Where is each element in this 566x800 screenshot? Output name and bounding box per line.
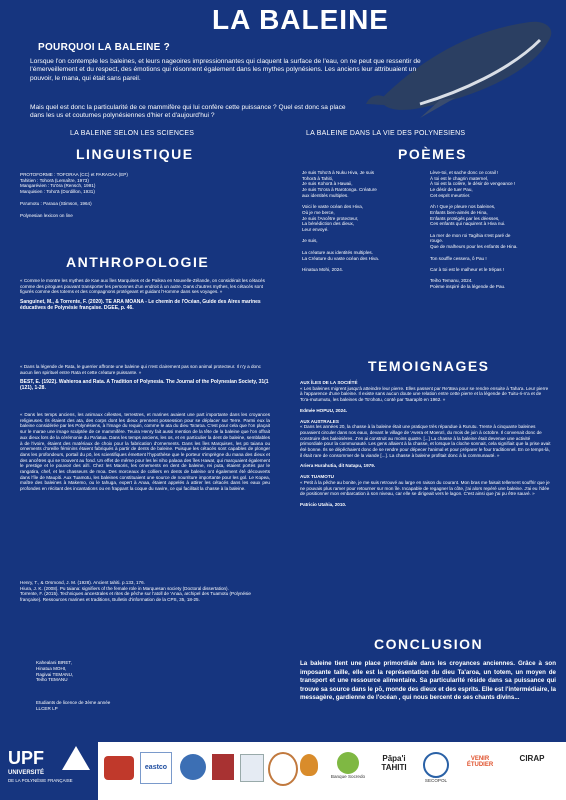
refs-list [20, 580, 270, 603]
poem-line: Cet esprit meurtrier. [430, 192, 471, 198]
ling-line: Polynesian lexicon on line [20, 212, 73, 218]
poem-line: Je suis Toho'ā à Nuku Hiva, Je suis [302, 170, 375, 175]
authors [36, 660, 73, 683]
t1-ref: Edmée HOPUU, 2024. [300, 407, 347, 413]
conclusion-heading: CONCLUSION [374, 636, 484, 652]
t1-text: « Les baleines migrent jusqu'à atteindre leur pierre. Elles passent par Re'ātea pour se rendre ensuite à Taha'a. Leur pierre à l'apparence d'une baleine. Il existe sans aucun doute une relation entre cette pierre et la légende de Tuitu-ri-n'a et de To'a-mutumutu, les baleines de To'ohotu, conté par Taaraplō en 1962. » [300, 385, 549, 403]
legend-quote: « Dans la légende de Rata, le guerrier affronte une baleine qui n'est clairement pas son animal protecteur. Il n'y a donc aucun lien spirituel entre Rata et cette créature puissante. » [20, 364, 261, 375]
poem-line: Car à toi est le malheur et le trépas ! [430, 266, 505, 272]
socredo-logo [326, 752, 370, 779]
red-logo-icon [104, 756, 134, 780]
venir-logo: VENIR ÉTUDIER [466, 756, 494, 768]
poem-line: La bénédiction des dieux, [302, 221, 355, 227]
papai-logo: Pāpa'i TAHITI [381, 754, 407, 772]
temoignages-heading: TEMOIGNAGES [368, 358, 490, 374]
round-logo-icon [180, 754, 206, 780]
t2-heading: AUX AUSTRALES [300, 418, 339, 424]
conclusion-text: La baleine tient une place primordiale dans les croyances anciennes. Grâce à son imposante taille, elle est la représentation du dieu Ta'aroa, un totem, un moyen de transport et une ressource alimentaire. Sa particularité réside dans sa puissance qui trouve sa source dans le pō, monde des dieux et des esprits. Elle est l'intermédiaire, la messagère, gardienne de l'océan , qui nous bercent de ses chants divins... [300, 660, 556, 702]
left-subtitle: LA BALEINE SELON LES SCIENCES [70, 130, 195, 137]
poem-line: Leur envoyé. [302, 227, 329, 233]
author: Hinatua MOHI, [36, 665, 67, 671]
poem-line: aux identités multiples. [302, 192, 349, 198]
poster-title: LA BALEINE [212, 4, 389, 35]
book-logo-icon [212, 754, 234, 780]
poemes-heading: POÈMES [398, 146, 467, 162]
long-quote: « Dans les temps anciens, les animaux célestes, terrestres, et marines avaient une part importante dans les croyances religieuses. Ils étaient des ata, des corps dont les dieux prennent possession pour se déplacer sur Terre. Parmi eux la baleine considérée par les Polynésiens, à l'image du requin, comme le ata du dieu Ta'aroa. C'est pour cela que l'on plaçait sur le marae une image sculptée de ce mammifère. Teuira Henry fait aussi mention de la tête de la baleine que l'on offrait aux dieux lors de la cérémonie du Pa'iatua. Dans les temps anciens, les os, et en particulier la dent de baleine, semblables à de l'ivoire, étaient des matériaux de choix pour la fabrication d'ornements. Dans les îles Marquises, les pū taiana ou ornements d'oreille féminins étaient fabriqués à partir de dents de baleine. Puisque les cétacés sont capables de plonger dans les profondeurs, portail du pō, les scientifiques émettent l'hypothèse que le porteur s'imprègne du mana des dieux et des ancêtres qui se trouvent au fond. Un effet de même pour les lei niho palaoa des îles Hawaï, qui marquaient également le prestige et le pouvoir des ali'i. Chez les Maoris, les ornements en dent de baleine, rei puta, étaient portés par le rangatira, chef, et les chasseurs de moa. Des morceaux de colliers en dents de baleine ont également été découverts dans l'île de Maupiti. Aux Tuamotu, les baleines constituaient une source de nourriture importante pour les gol. Le Kopea, maître des baleines à Makemo, ou le tahuga, expert à Anaa, étaient appelés à attirer les cétacés dans les eaux peu profondes en récitant des incantations ou en frappant la coque du navire, ce qui facilitait la chasse à la baleine. [20, 412, 270, 492]
poem-line: Le désir de tuer Pau, [430, 187, 473, 193]
poem-line: Enfants bien-aimés de Hina, [430, 209, 488, 215]
questions-paragraph: Mais quel est donc la particularité de ce mammifère qui lui confère cette puissance ? Quel est donc sa place dans les us et coutumes polynésiennes d'hier et d'aujourd'hui ? [30, 104, 346, 120]
poem-line: La mer de mon roi Tagihia s'est paré de [430, 232, 511, 238]
anthro-ref: Sanguinet, M., & Torrente, F. (2020). TE ARA MOANA - Le chemin de l'Océan, Guide des Aires marines éducatives de Polynésie française. DGEE, p. 46. [20, 299, 261, 311]
why-heading: POURQUOI LA BALEINE ? [38, 42, 171, 53]
t2-text: « Dans les années 20, la chasse à la baleine était une pratique très répandue à Rurutu. Trente à cinquante baleines pouvaient circuler dans nos eaux, devant le village de 'Avera et Moera'i, du mois de juin à octobre. Il convenait donc de construire des baleinières. J'en ai construit au moins quatre. [...] La chasse à la baleine était devenue une activité primordiale pour la communauté. Les gens allaient à la chasse, et lorsque la cloche sonnait, cela signifiait que la prise avait été bonne. Ils se dépêchaient donc de se rendre pour dépecer l'animal et pour préparer le four traditionnel. En ce temps-là, il était rare de consommer de la viande [...]. La chasse à baleine profitait donc à la communauté. » [300, 424, 551, 458]
poem-line: Teiho Temanu, 2024. [430, 278, 473, 284]
poem-line: Ah ! Que je pleure nos baleines, [430, 204, 496, 210]
poem-line: Je suis, [302, 238, 318, 244]
author: Ragivai TEMANU, [36, 671, 74, 677]
legend-section [20, 364, 270, 397]
poem-a [302, 170, 422, 273]
ling-line: Pa'umotu : Paraoa (Stimson, 1964) [20, 200, 92, 206]
poem-line: À toi est le chagrin maternel, [430, 175, 489, 181]
poem-line: Que de malheurs pour les enfants de Hina. [430, 244, 518, 250]
poem-line: Poème inspiré de la légende de Pau. [430, 284, 506, 290]
footer [0, 742, 566, 800]
ref-line: Torrente, F. (2015). Techniques ancestrales et rites de pêche sur l'atoll de 'Anaa, archipel des Tuamotu (Polynésie française). Ressources marines et traditions, Bulletin d'information de la CPS, 35, 18-25. [20, 591, 251, 603]
ref-line: Hiura, J. K. (2008). Pu taiana: signifiers of the female role in Marquesan society (Doctoral dissertation). [20, 585, 229, 591]
ling-line: Marquisien : Toho'ā (Dordillon, 1931) [20, 189, 95, 195]
poem-line: Où je me berce, [302, 209, 335, 215]
poem-line: À toi est la colère, le désir de vengeance ! [430, 181, 516, 187]
t3-ref: Patricio Utahia, 2010. [300, 501, 347, 507]
poem-line: Ton souffle cessera, ô Pau ! [430, 255, 487, 261]
upf-sub2: DE LA POLYNÉSIE FRANÇAISE [8, 778, 73, 783]
eastco-logo: eastco [140, 752, 172, 784]
figure-logo-icon [268, 752, 298, 786]
author: Teiho TEMANU [36, 677, 68, 683]
author: Kahealani BIRET, [36, 660, 73, 665]
ling-line: Tahitien : Tohorā (Lemaître, 1973) [20, 177, 89, 183]
secopol-logo [418, 752, 454, 783]
poem-line: Ces enfants qui naquirent à Hiva nui. [430, 221, 506, 227]
students-line: Etudiants de licence de 3ème année [36, 700, 111, 705]
intro-paragraph: Lorsque l'on contemple les baleines, et leurs nageoires impressionnantes qui claquent la surface de l'eau, on ne peut que ressentir de l'émerveillement et du respect, des émotions qui résonnent également dans les mythes polynésiens. Les anciens leur attribuaient un pouvoir, le mana, qui était sans pareil. [30, 58, 421, 82]
poem-line: Tohorā à Tahiti, [302, 175, 334, 181]
secopol-icon [423, 752, 449, 778]
ling-line: Mangarévien : To'ōra (Rensch, 1991) [20, 183, 96, 189]
linguistique-heading: LINGUISTIQUE [76, 146, 194, 162]
legend-ref: BEST, E. (1922). Wahieroa and Rata. A Tradition of Polynesia. The Journal of the Polynesian Society, 31(1 (121), 1-28. [20, 379, 269, 392]
cirap-logo: CIRAP [519, 754, 545, 763]
poem-line: Voici le vaste océan des Hiva, [302, 204, 364, 210]
students-line: LLCER LP [36, 705, 58, 711]
students [36, 700, 110, 712]
t3-heading: AUX TUAMOTU [300, 474, 334, 480]
anthropologie-heading: ANTHROPOLOGIE [66, 254, 210, 270]
poem-line: Hinatua Mohi, 2024. [302, 266, 344, 272]
right-subtitle: LA BALEINE DANS LA VIE DES POLYNESIENS [306, 130, 466, 137]
flower-icon [337, 752, 359, 774]
poem-line: La Créature du vaste océan des Hiva. [302, 255, 380, 261]
anthro-section [20, 278, 270, 317]
figure-logo-icon-2 [300, 754, 318, 776]
ling-line: PROTOFORME : TOFORAA (CC) et PARAOAA (EP) [20, 172, 128, 177]
upf-logo-text: UPF [8, 748, 44, 768]
socredo-label: Banque Socredo [330, 774, 366, 779]
t3-text: « Petit à la pêche au bonite, je me suis retrouvé au large en raison du courant. Mon bras me faisait tellement souffrir que je ne pouvais plus ramer pour retourner sur mon île. Incapable de regagner la côte, j'ai alors repéré une baleine. J'ai eu l'idée de positionner mon embarcation à son niveau, car elle se dirigeait vers le lagon. C'est ainsi que j'ai pu être sauvé. » [300, 479, 550, 497]
anthro-quote: « Comme le montre les mythes de Kae aux îles Marquises et de Paikea en Nouvelle-Zélande, on considérait les cétacés comme des pirogues pouvant transporter les personnes d'un endroit à un autre. Dans d'autres mythes, les cétacés sont figurés comme des totems et des compagnons protégeant et guidant l'Homme dans ses voyages. » [20, 278, 265, 295]
poem-line: Je suis To'ora à Rarotonga. Créature [302, 187, 377, 193]
poem-line: La créature aux identités multiples. [302, 249, 373, 255]
poem-line: Enfants protégés par les déesses, [430, 215, 500, 221]
t2-ref: Ariera Hurahutia, dit Natapu, 1979. [300, 463, 376, 469]
poem-line: Je suis l'Ancêtre protecteur, [302, 215, 359, 221]
secopol-label: SECOPOL [424, 778, 448, 783]
poem-line: Lève-toi, et sache donc ce corail ! [430, 170, 499, 175]
t1-heading: AUX ÎLES DE LA SOCIÉTÉ [300, 380, 358, 385]
upf-sub1: UNIVERSITÉ [8, 770, 45, 776]
linguistics-list [20, 172, 270, 218]
poem-b [430, 170, 558, 290]
sail-icon [62, 746, 90, 770]
upf-logo [0, 742, 98, 800]
ministry-logo-icon [240, 754, 264, 782]
poem-line: Je suis Kohorā à Hawaii, [302, 181, 353, 187]
ref-line: Henry, T., & Orsmond, J. M. (1928). Ancient tahiti. p.133, 176. [20, 580, 145, 585]
poem-line: rouge. [430, 238, 444, 244]
temoignages [300, 380, 552, 513]
